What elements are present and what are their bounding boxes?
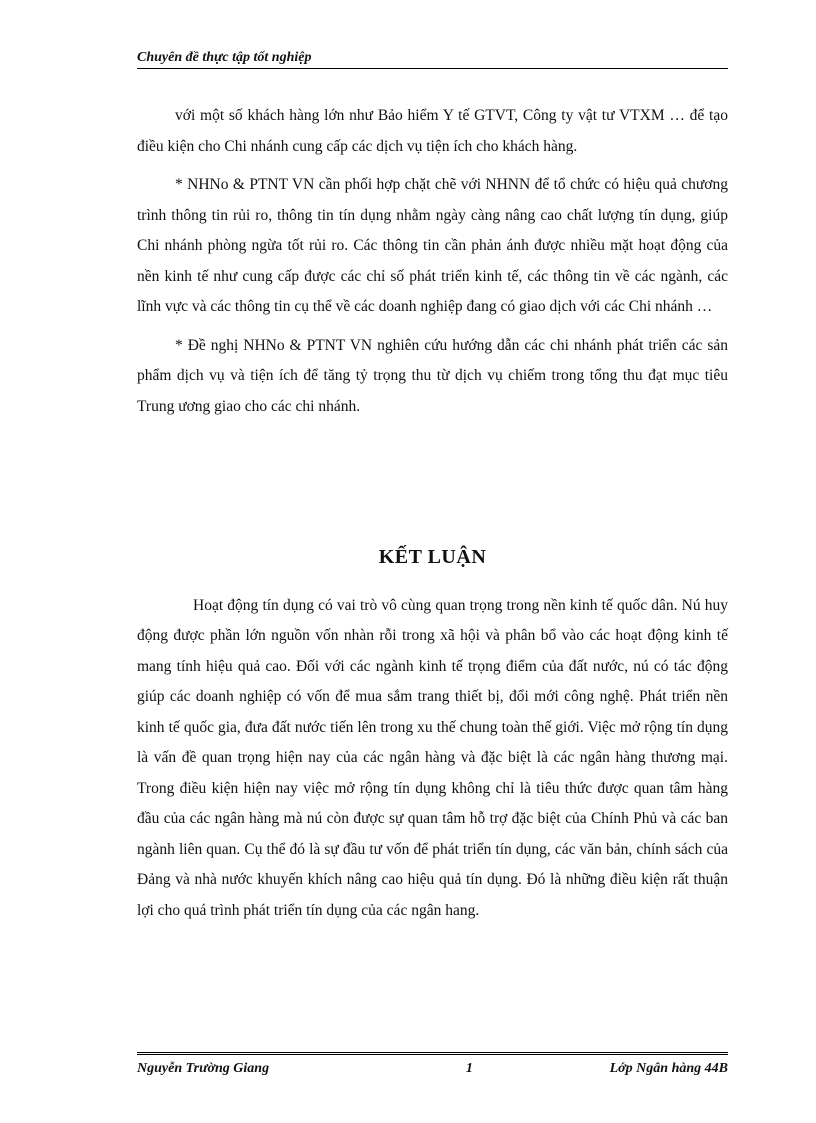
- page-number: 1: [465, 1061, 473, 1076]
- conclusion-heading: KẾT LUẬN: [378, 546, 487, 568]
- header-title: Chuyên đề thực tập tốt nghiệp: [137, 50, 312, 65]
- page-header: [137, 50, 728, 69]
- paragraph-recommendation-1: * NHNo & PTNT VN cần phối hợp chặt chẽ với NHNN để tổ chức có hiệu quả chương trình thông tin rủi ro, thông tin tín dụng nhằm ngày càng nâng cao chất lượng tín dụng, giúp Chi nhánh phòng ngừa tốt rủi ro. Các thông tin cần phản ánh được nhiều mặt hoạt động của nền kinh tế như cung cấp được các chỉ số phát triển kinh tế, các thông tin về các ngành, các lĩnh vực và các thông tin cụ thể về các doanh nghiệp đang có giao dịch với các Chi nhánh …: [137, 176, 728, 315]
- page-content: [137, 101, 728, 934]
- page-footer: [137, 1052, 728, 1077]
- footer-author: Nguyễn Trường Giang: [137, 1061, 270, 1076]
- footer-class: Lớp Ngân hàng 44B: [609, 1061, 728, 1076]
- conclusion-paragraph: Hoạt động tín dụng có vai trò vô cùng quan trọng trong nền kinh tế quốc dân. Nú huy động được phần lớn nguồn vốn nhàn rỗi trong xã hội và phân bổ vào các hoạt động kinh tế mang tính hiệu quả cao. Đối với các ngành kinh tế trọng điểm của đất nước, nú có tác động giúp các doanh nghiệp có vốn để mua sắm trang thiết bị, đổi mới công nghệ. Phát triển nền kinh tế quốc gia, đưa đất nước tiến lên trong xu thế chung toàn thế giới. Việc mở rộng tín dụng là vấn đề quan trọng hiện nay của các ngân hàng và đặc biệt là các ngân hàng thương mại. Trong điều kiện hiện nay việc mở rộng tín dụng không chỉ là tiêu thức được quan tâm hàng đầu của các ngân hàng mà nú còn được sự quan tâm hỗ trợ đặc biệt của Chính Phủ và các ban ngành liên quan. Cụ thể đó là sự đầu tư vốn để phát triển tín dụng, các văn bản, chính sách của Đảng và nhà nước khuyến khích nâng cao hiệu quả tín dụng. Đó là những điều kiện rất thuận lợi cho quá trình phát triển tín dụng của các ngân hang.: [137, 596, 728, 919]
- paragraph-continuation: với một số khách hàng lớn như Bảo hiểm Y tế GTVT, Công ty vật tư VTXM … để tạo điều kiện cho Chi nhánh cung cấp các dịch vụ tiện ích cho khách hàng.: [137, 107, 728, 155]
- paragraph-recommendation-2: * Đề nghị NHNo & PTNT VN nghiên cứu hướng dẫn các chi nhánh phát triển các sản phẩm dịch vụ và tiện ích để tăng tỷ trọng thu từ dịch vụ chiếm trong tổng thu đạt mục tiêu Trung ương giao cho các chi nhánh.: [137, 336, 728, 415]
